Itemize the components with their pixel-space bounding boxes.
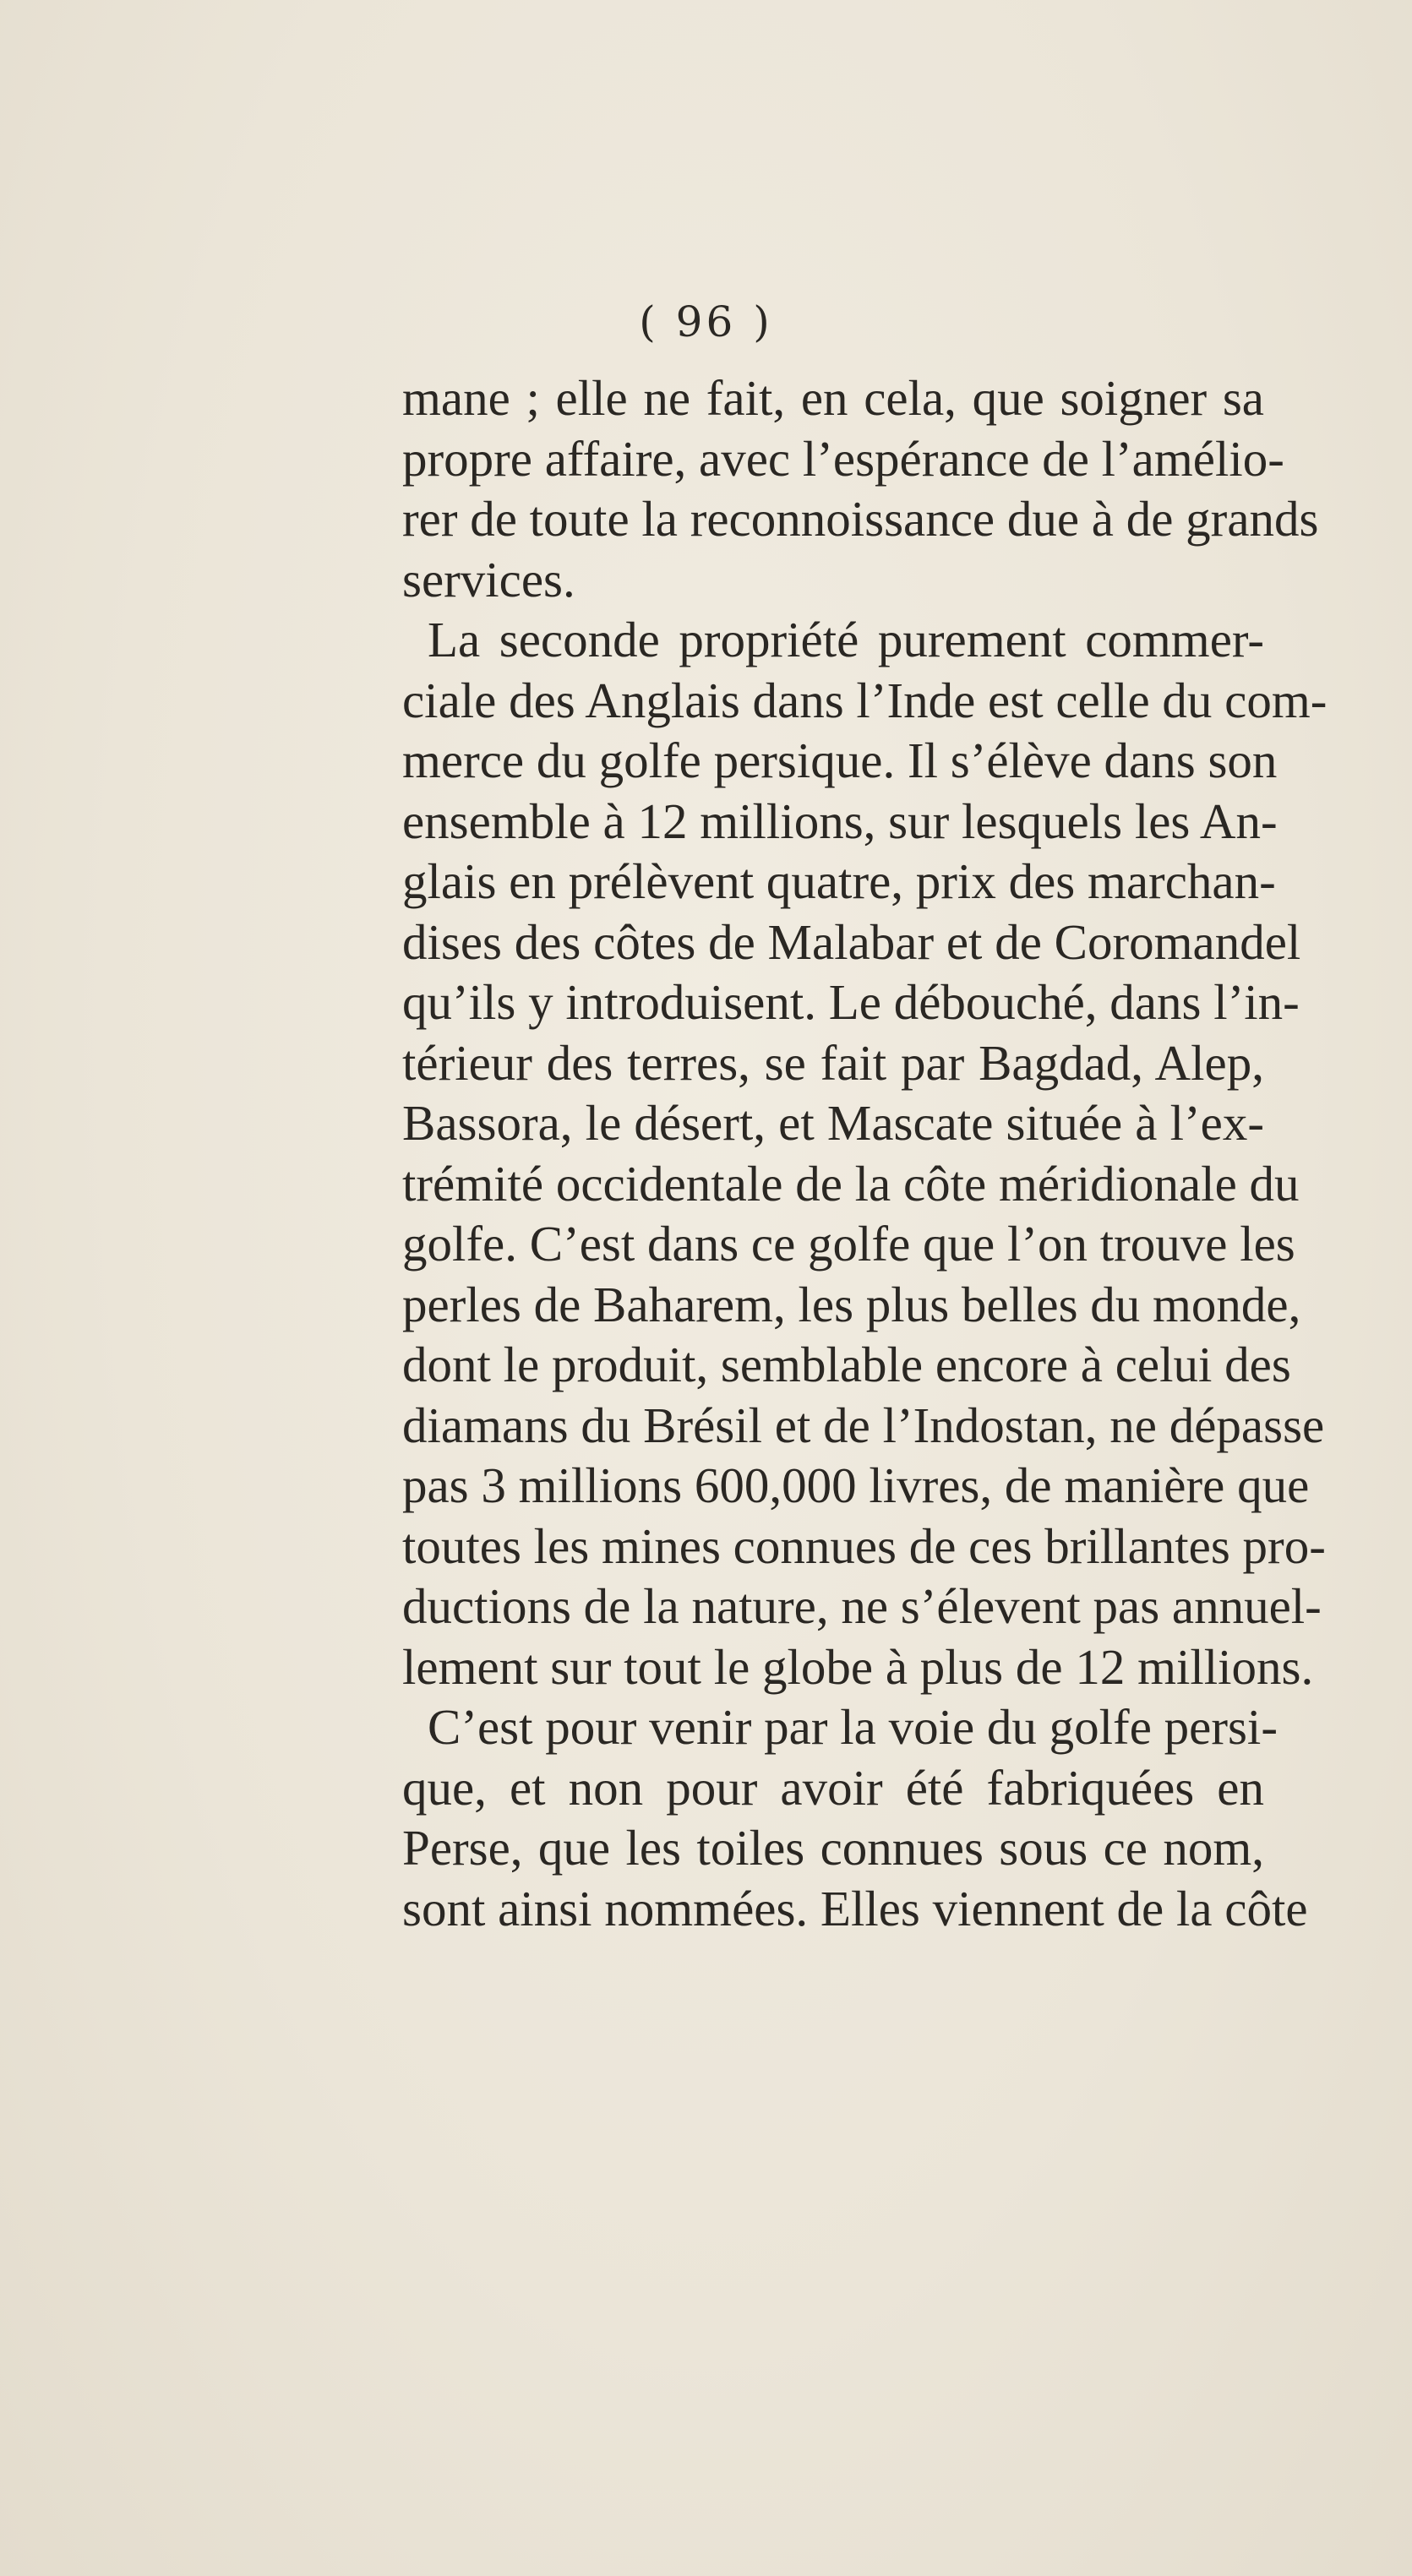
text-line: propre affaire, avec l’espérance de l’amélio- [402,430,1284,487]
text-line: La seconde propriété purement commer- [428,612,1264,667]
text-line: perles de Baharem, les plus belles du monde, [402,1276,1301,1332]
text-line: golfe. C’est dans ce golfe que l’on trouve les [402,1216,1295,1272]
text-line: dises des côtes de Malabar et de Coromandel [402,913,1301,970]
text-line: qu’ils y introduisent. Le débouché, dans l’in- [402,974,1300,1030]
body-text [402,368,1327,1939]
text-line: Perse, que les toiles connues sous ce nom, [402,1820,1264,1876]
text-line: toutes les mines connues de ces brillantes pro- [402,1517,1326,1574]
text-line: dont le produit, semblable encore à celui des [402,1337,1291,1392]
page-number: ( 96 ) [639,297,773,346]
text-line: Bassora, le désert, et Mascate située à l’ex- [402,1095,1264,1151]
text-line: lement sur tout le globe à plus de 12 millions. [402,1638,1314,1695]
text-line: sont ainsi nommées. Elles viennent de la côte [402,1880,1308,1936]
text-line: ductions de la nature, ne s’élevent pas annuel- [402,1578,1322,1634]
text-line: services. [402,551,575,607]
text-line: pas 3 millions 600,000 livres, de manière que [402,1457,1310,1513]
text-line: ciale des Anglais dans l’Inde est celle du com- [402,672,1327,728]
text-line: diamans du Brésil et de l’Indostan, ne dépasse [402,1397,1325,1453]
text-line: merce du golfe persique. Il s’élève dans son [402,732,1278,788]
text-line: que, et non pour avoir été fabriquées en [402,1759,1264,1816]
text-line: ensemble à 12 millions, sur lesquels les An- [402,792,1278,849]
text-line: mane ; elle ne fait, en cela, que soigner sa [402,370,1264,426]
text-line: térieur des terres, se fait par Bagdad, Alep, [402,1034,1264,1091]
text-line: trémité occidentale de la côte méridionale du [402,1155,1300,1212]
text-line: C’est pour venir par la voie du golfe persi- [428,1699,1278,1755]
text-line: rer de toute la reconnoissance due à de grands [402,491,1319,547]
text-line: glais en prélèvent quatre, prix des marchan- [402,853,1276,909]
